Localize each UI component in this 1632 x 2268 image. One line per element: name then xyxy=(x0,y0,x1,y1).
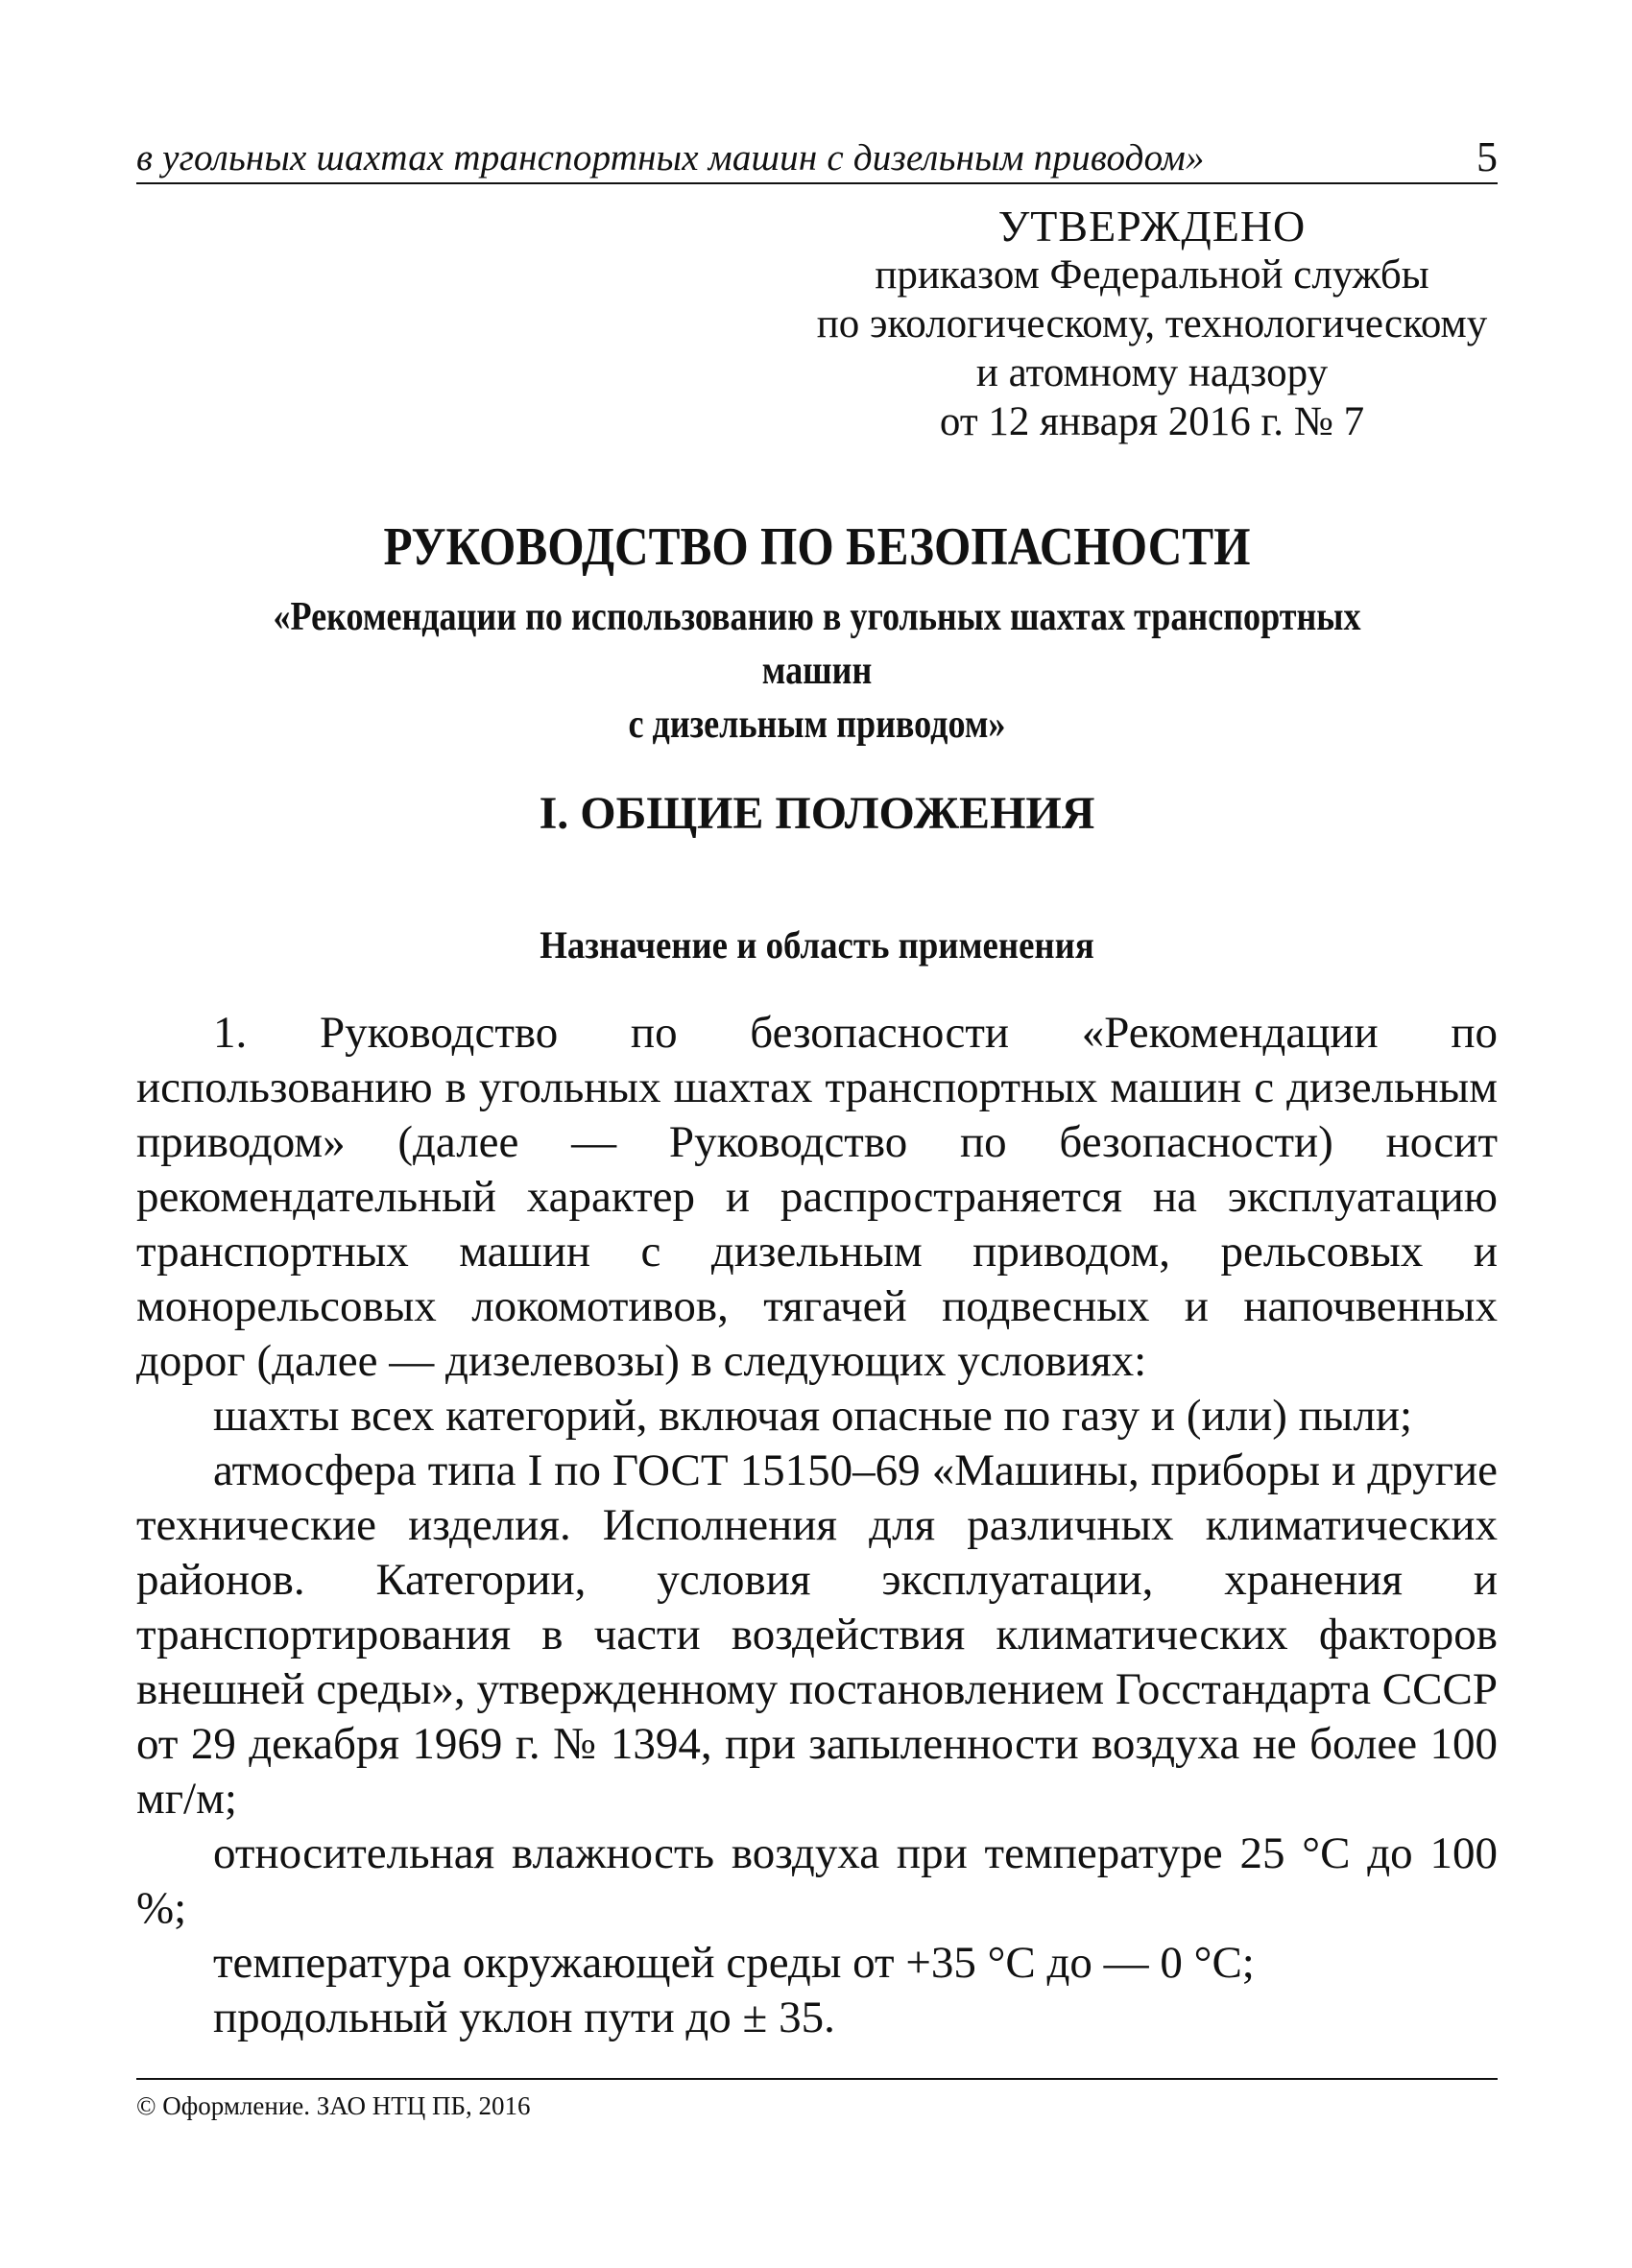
approval-line: приказом Федеральной службы xyxy=(875,252,1429,298)
approval-line: от 12 января 2016 г. № 7 xyxy=(939,399,1365,444)
document-title: РУКОВОДСТВО ПО БЕЗОПАСНОСТИ xyxy=(383,517,1251,577)
document-subtitle-line: с дизельным приводом» xyxy=(628,703,1006,747)
paragraph: продольный уклон пути до ± 35. xyxy=(213,1993,835,2042)
approval-line: по экологическому, технологическому xyxy=(816,301,1488,346)
approval-line: и атомному надзору xyxy=(975,350,1329,395)
running-header-title: в угольных шахтах транспортных машин с дизельным приводом» xyxy=(136,137,1205,179)
header-rule xyxy=(136,182,1498,184)
body-text xyxy=(136,1006,1498,2045)
approval-heading: УТВЕРЖДЕНО xyxy=(997,202,1307,251)
approval-block xyxy=(797,202,1507,446)
page-number: 5 xyxy=(1476,133,1498,180)
subsection-heading: Назначение и область применения xyxy=(540,923,1094,967)
running-header xyxy=(136,133,1498,184)
paragraph: атмосфера типа I по ГОСТ 15150–69 «Машины, приборы и другие технические изделия. Исполнения для различных климатических районов. Категории, условия эксплуатации, хранения и транспортирования в части воздействия климатических факторов внешней среды», утвержденному постановлением Госстандарта СССР от 29 декабря 1969 г. № 1394, при запыленности воздуха не более 100 мг/м; xyxy=(136,1445,1498,1824)
document-subtitle-line: «Рекомендации по использованию в угольных шахтах транспортных машин xyxy=(273,595,1361,693)
paragraph: 1. Руководство по безопасности «Рекомендации по использованию в угольных шахтах транспортных машин с дизельным приводом» (далее — Руководство по безопасности) носит рекомендательный характер и распространяется на эксплуатацию транспортных машин с дизельным приводом, рельсовых и монорельсовых локомотивов, тягачей подвесных и напочвенных дорог (далее — дизелевозы) в следующих условиях: xyxy=(136,1008,1498,1386)
paragraph: температура окружающей среды от +35 °С до — 0 °С; xyxy=(213,1938,1255,1988)
footer-rule xyxy=(136,2078,1498,2080)
paragraph: относительная влажность воздуха при температуре 25 °С до 100 %; xyxy=(136,1828,1498,1933)
document-subtitle xyxy=(231,590,1402,752)
paragraph: шахты всех категорий, включая опасные по газу и (или) пыли; xyxy=(213,1391,1413,1441)
footer-copyright: © Оформление. ЗАО НТЦ ПБ, 2016 xyxy=(136,2091,531,2120)
section-heading: I. ОБЩИЕ ПОЛОЖЕНИЯ xyxy=(539,788,1095,839)
